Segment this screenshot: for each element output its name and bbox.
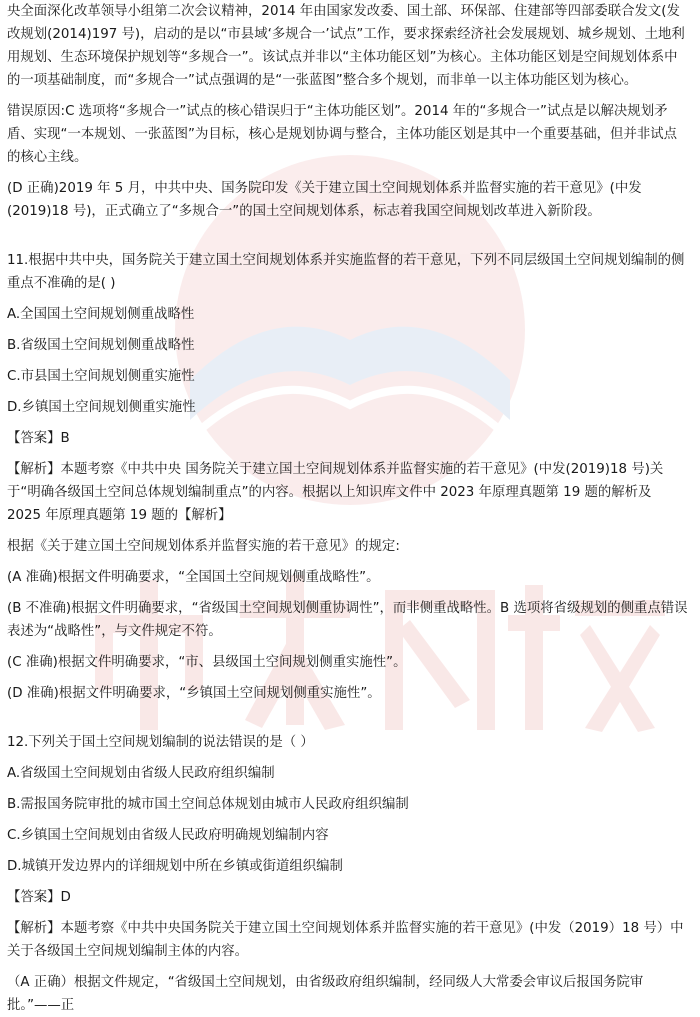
error-reason-paragraph: 错误原因:C 选项将“多规合一”试点的核心错误归于“主体功能区划”。2014 年的“多规合一”试点是以解决规划矛盾、实现“一本规划、一张蓝图”为目标，核心是规划协调与整合，主体功能区划是其中一个重要基础，但并非试点的核心主线。 [7, 104, 678, 165]
spacer [7, 713, 688, 731]
analysis: 【解析】本题考察《中共中央 国务院关于建立国土空间规划体系并监督实施的若干意见》(中发(2019)18 号)关于“明确各级国土空间总体规划编制重点”的内容。根据以上知识库文件中 2023 年原理真题第 19 题的解析及 2025 年原理真题第 19 题的【解析】 [7, 462, 664, 523]
option-b: B.省级国土空间规划侧重战略性 [7, 338, 195, 353]
analysis-point-b: (B 不准确)根据文件明确要求，“省级国土空间规划侧重协调性”，而非侧重战略性。B 选项将省级规划的侧重点错误表述为“战略性”，与文件规定不符。 [7, 601, 688, 639]
option-d: D.城镇开发边界内的详细规划中所在乡镇或街道组织编制 [7, 859, 343, 874]
option-a: A.全国国土空间规划侧重战略性 [7, 307, 195, 322]
question-12 [7, 731, 688, 1017]
analysis-point-d: (D 准确)根据文件明确要求，“乡镇国土空间规划侧重实施性”。 [7, 686, 381, 701]
option-a: A.省级国土空间规划由省级人民政府组织编制 [7, 766, 275, 781]
answer: 【答案】D [7, 890, 71, 905]
analysis-point-a: (A 准确)根据文件明确要求，“全国国土空间规划侧重战略性”。 [7, 570, 380, 585]
option-d-note-paragraph: (D 正确)2019 年 5 月，中共中央、国务院印发《关于建立国土空间规划体系并监督实施的若干意见》(中发(2019)18 号)，正式确立了“多规合一”的国土空间规划体系，标志着我国空间规划改革进入新阶段。 [7, 181, 642, 219]
answer: 【答案】B [7, 431, 70, 446]
analysis-point-c: (C 准确)根据文件明确要求，“市、县级国土空间规划侧重实施性”。 [7, 655, 407, 670]
analysis-point-a: （A 正确）根据文件规定，“省级国土空间规划，由省级政府组织编制，经同级人大常委会审议后报国务院审批。”——正 [7, 975, 644, 1013]
legal-basis: 根据《关于建立国土空间规划体系并监督实施的若干意见》的规定: [7, 539, 400, 554]
analysis: 【解析】本题考察《中共中央国务院关于建立国土空间规划体系并监督实施的若干意见》(中发（2019）18 号）中关于各级国土空间规划编制主体的内容。 [7, 921, 684, 959]
spacer [7, 231, 688, 249]
option-c: C.市县国土空间规划侧重实施性 [7, 369, 195, 384]
question-stem: 12.下列关于国土空间规划编制的说法错误的是（ ） [7, 735, 314, 750]
question-11 [7, 249, 688, 705]
question-stem: 11.根据中共中央，国务院关于建立国土空间规划体系并实施监督的若干意见，下列不同层级国土空间规划编制的侧重点不准确的是( ) [7, 253, 685, 291]
prev-analysis-paragraph: 央全面深化改革领导小组第二次会议精神，2014 年由国家发改委、国土部、环保部、住建部等四部委联合发文(发改规划(2014)197 号)，启动的是以“市县域‘多规合一’试点”工作，要求探索经济社会发展规划、城乡规划、土地利用规划、生态环境保护规划等“多规合一”。该试点并非以“主体功能区划”为核心。主体功能区划是空间规划体系中的一项基础制度，而“多规合一”试点强调的是“一张蓝图”整合多个规划，而非单一以主体功能区划为核心。 [7, 4, 685, 88]
option-c: C.乡镇国土空间规划由省级人民政府明确规划编制内容 [7, 828, 329, 843]
option-b: B.需报国务院审批的城市国土空间总体规划由城市人民政府组织编制 [7, 797, 409, 812]
option-d: D.乡镇国土空间规划侧重实施性 [7, 400, 196, 415]
